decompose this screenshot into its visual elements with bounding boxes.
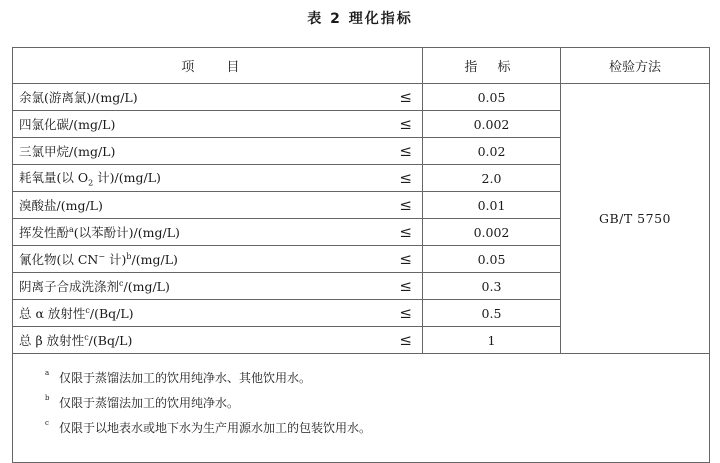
indicator-text: 三氯甲烷/(mg/L) (19, 144, 116, 159)
less-than-or-equal-symbol: ≤ (399, 88, 412, 106)
indicator-text: 计)/(mg/L) (93, 170, 161, 186)
indicator-text: /(Bq/L) (89, 306, 134, 321)
less-than-or-equal-symbol: ≤ (399, 223, 412, 241)
indicator-text: 计) (105, 252, 127, 267)
limit-value: 0.5 (423, 300, 561, 327)
footnote (45, 366, 709, 391)
less-than-or-equal-symbol: ≤ (399, 142, 412, 160)
less-than-or-equal-symbol: ≤ (399, 304, 412, 322)
indicator-text: 四氯化碳/(mg/L) (19, 117, 116, 132)
limit-value: 0.002 (423, 111, 561, 138)
indicator-text: 余氯(游离氯)/(mg/L) (19, 90, 138, 105)
less-than-or-equal-symbol: ≤ (399, 115, 412, 133)
footnote-text: 仅限于以地表水或地下水为生产用源水加工的包装饮用水。 (59, 421, 372, 435)
footnote-marker: c (84, 332, 89, 342)
header-limit: 指 标 (423, 48, 561, 84)
limit-value: 0.05 (423, 84, 561, 111)
footnotes (13, 354, 710, 463)
indicator-text: 挥发性酚 (19, 225, 70, 240)
less-than-or-equal-symbol: ≤ (399, 250, 412, 268)
footnote-text: 仅限于蒸馏法加工的饮用纯净水、其他饮用水。 (59, 371, 312, 385)
indicator-name (13, 273, 423, 300)
indicator-text: /(mg/L) (123, 279, 170, 294)
indicator-name (13, 327, 423, 354)
footnote-marker: a (45, 369, 50, 377)
less-than-or-equal-symbol: ≤ (399, 331, 412, 349)
indicator-name (13, 192, 423, 219)
limit-value: 0.002 (423, 219, 561, 246)
limit-value: 0.02 (423, 138, 561, 165)
less-than-or-equal-symbol: ≤ (399, 277, 412, 295)
footnote-marker: − (98, 251, 106, 261)
indicator-name (13, 165, 423, 192)
indicator-name (13, 111, 423, 138)
footnotes-row (13, 354, 710, 463)
footnote-marker: c (45, 419, 49, 427)
table-header-row (13, 48, 710, 84)
footnote (45, 391, 709, 416)
limit-value: 0.3 (423, 273, 561, 300)
physicochemical-indicators-table (12, 47, 710, 463)
indicator-text: 氰化物(以 CN (19, 252, 99, 267)
test-method: GB/T 5750 (561, 84, 710, 354)
indicator-name (13, 219, 423, 246)
footnote-text: 仅限于蒸馏法加工的饮用纯净水。 (59, 396, 240, 410)
footnote-marker: b (126, 251, 132, 261)
subscript: 2 (88, 178, 94, 188)
indicator-text: 阴离子合成洗涤剂 (19, 279, 120, 294)
indicator-text: /(Bq/L) (88, 333, 133, 348)
indicator-text: 溴酸盐/(mg/L) (19, 198, 103, 213)
table-caption: 表 2 理化指标 (307, 11, 413, 27)
limit-value: 2.0 (423, 165, 561, 192)
indicator-name (13, 84, 423, 111)
footnote-marker: a (69, 224, 74, 234)
indicator-text: 总 α 放射性 (19, 306, 86, 321)
footnote-marker: c (119, 278, 124, 288)
indicator-text: /(mg/L) (131, 252, 178, 267)
indicator-name (13, 300, 423, 327)
indicator-text: 总 β 放射性 (19, 333, 85, 348)
table-body (13, 84, 710, 463)
less-than-or-equal-symbol: ≤ (399, 196, 412, 214)
indicator-text: (以苯酚计)/(mg/L) (73, 225, 180, 240)
limit-value: 0.01 (423, 192, 561, 219)
limit-value: 0.05 (423, 246, 561, 273)
header-test-method: 检验方法 (561, 48, 710, 84)
header-item: 项 目 (13, 48, 423, 84)
indicator-name (13, 246, 423, 273)
indicator-name (13, 138, 423, 165)
footnote-marker: c (85, 305, 90, 315)
footnote-marker: b (45, 394, 50, 402)
footnote (45, 416, 709, 441)
less-than-or-equal-symbol: ≤ (399, 169, 412, 187)
indicator-text: 耗氧量(以 O (19, 170, 89, 186)
table-row (13, 84, 710, 111)
limit-value: 1 (423, 327, 561, 354)
